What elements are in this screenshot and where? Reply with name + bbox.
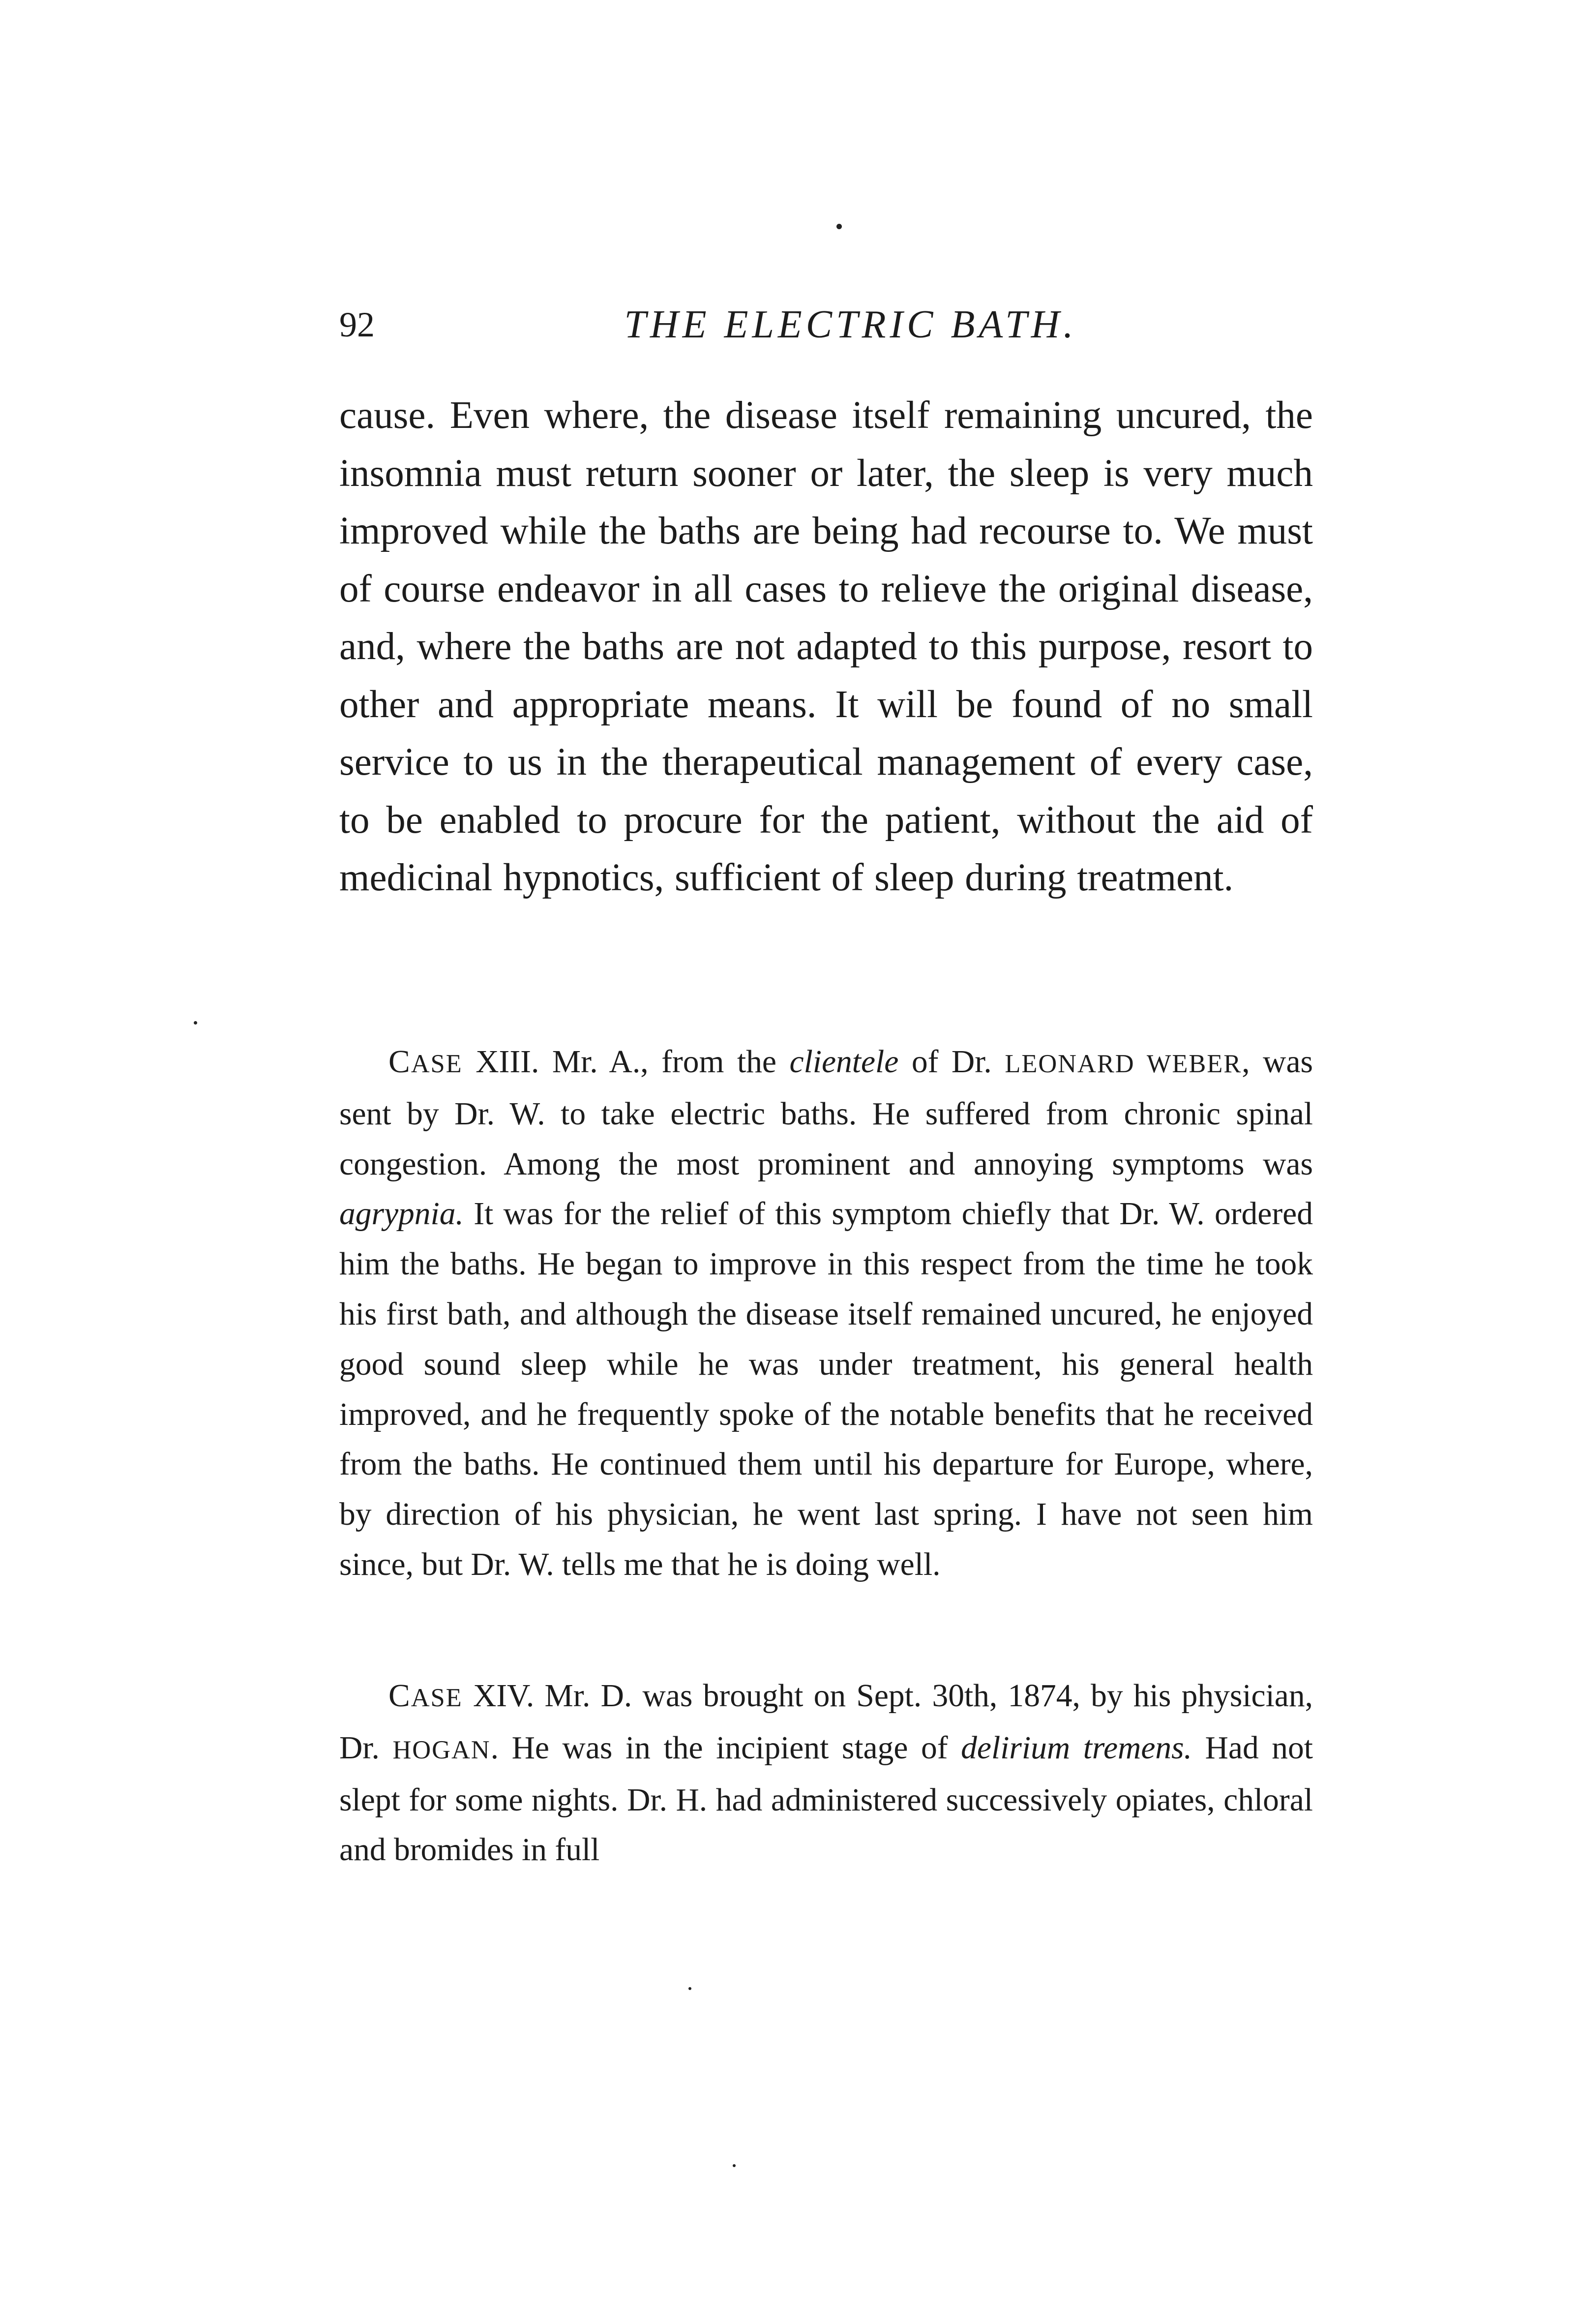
case-number: XIV. — [473, 1678, 535, 1714]
case-label: CASE — [388, 1044, 463, 1080]
running-title: THE ELECTRIC BATH. — [624, 303, 1077, 346]
page-header — [339, 295, 1313, 354]
italic-term: agrypnia. — [339, 1196, 464, 1232]
print-speck — [733, 2164, 736, 2167]
italic-term: clientele — [789, 1044, 899, 1080]
print-speck — [194, 1021, 197, 1025]
case-13-paragraph: CASE XIII. Mr. A., from the clientele of Dr. LEONARD WEBER, was sent by Dr. W. to take electric baths. He suffered from chronic spinal congestion. Among the most prominent and annoying symptoms was agrypnia. It was for the relief of this symptom chiefly that Dr. W. ordered him the baths. He began to improve in this respect from the time he took his first bath, and although the disease itself remained uncured, he enjoyed good sound sleep while he was under treatment, his general health improved, and he frequently spoke of the notable benefits that he received from the baths. He continued them until his departure for Europe, where, by direction of his physician, he went last spring. I have not seen him since, but Dr. W. tells me that he is doing well. — [339, 1044, 1313, 1582]
case-label: CASE — [388, 1678, 463, 1714]
case-number: XIII. — [476, 1044, 539, 1080]
italic-term: delirium tremens. — [961, 1730, 1192, 1766]
person-name: LEONARD WEBER — [1005, 1050, 1242, 1078]
body-paragraph: cause. Even where, the disease itself remaining uncured, the insomnia must return sooner or later, the sleep is very much improved while the baths are being had recourse to. We must of course endeavor in all cases to relieve the original disease, and, where the baths are not adapted to this purpose, resort to other and appropriate means. It will be found of no small service to us in the therapeutical management of every case, to be enabled to procure for the patient, without the aid of medicinal hypnotics, sufficient of sleep during treatment. — [339, 394, 1313, 899]
person-name: HOGAN — [392, 1735, 491, 1764]
print-speck — [688, 1987, 691, 1990]
print-speck — [836, 224, 842, 229]
case-14-paragraph: CASE XIV. Mr. D. was brought on Sept. 30th, 1874, by his physician, Dr. HOGAN. He was in the incipient stage of delirium tremens. Had not slept for some nights. Dr. H. had administered successively opiates, chloral and bromides in full — [339, 1678, 1313, 1868]
page-number: 92 — [339, 305, 375, 344]
